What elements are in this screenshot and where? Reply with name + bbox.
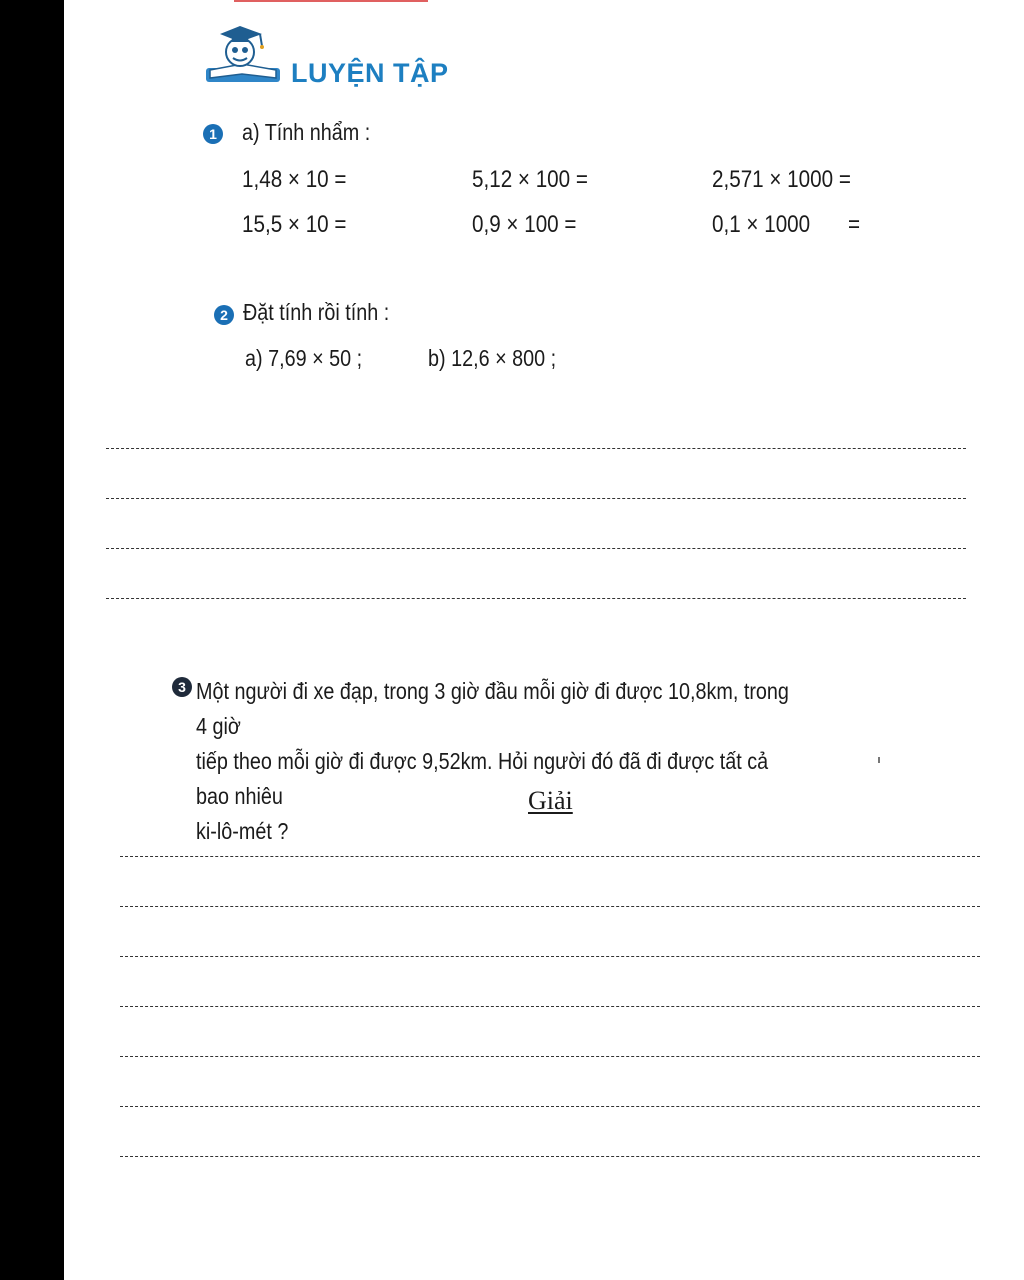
expr-r1-c3: 2,571 × 1000 = bbox=[712, 166, 851, 193]
exercise-1-number: 1 bbox=[203, 124, 223, 144]
expr-r2-c2: 0,9 × 100 = bbox=[472, 211, 577, 238]
exercise-2-part-a: a) 7,69 × 50 ; bbox=[245, 345, 363, 371]
solution-label: Giải bbox=[528, 786, 573, 815]
answer-line bbox=[120, 1156, 980, 1157]
answer-line bbox=[120, 1056, 980, 1057]
worksheet-page bbox=[64, 0, 1024, 1280]
exercise-2-number: 2 bbox=[214, 305, 234, 325]
scan-mark bbox=[878, 757, 880, 763]
section-heading: LUYỆN TẬP bbox=[291, 58, 449, 88]
expr-r1-c1: 1,48 × 10 = bbox=[242, 166, 347, 193]
answer-line bbox=[106, 598, 966, 599]
exercise-3-problem bbox=[196, 674, 798, 849]
answer-line bbox=[120, 906, 980, 907]
expr-r2-c3-equals: = bbox=[848, 211, 861, 238]
answer-line bbox=[120, 1006, 980, 1007]
expr-r2-c1: 15,5 × 10 = bbox=[242, 211, 347, 238]
exercise-3-number: 3 bbox=[172, 677, 192, 697]
mascot-icon bbox=[204, 20, 282, 90]
exercise-1-prompt: a) Tính nhẩm : bbox=[242, 119, 371, 145]
answer-line bbox=[120, 956, 980, 957]
answer-line bbox=[120, 856, 980, 857]
answer-line bbox=[120, 1106, 980, 1107]
exercise-3-line-1: Một người đi xe đạp, trong 3 giờ đầu mỗi giờ đi được 10,8km, trong 4 giờ bbox=[196, 678, 789, 739]
exercise-3-line-3: ki-lô-mét ? bbox=[196, 818, 289, 844]
expr-r1-c2: 5,12 × 100 = bbox=[472, 166, 588, 193]
answer-line bbox=[106, 548, 966, 549]
left-black-border bbox=[0, 0, 64, 1280]
answer-line bbox=[106, 498, 966, 499]
exercise-3-line-2: tiếp theo mỗi giờ đi được 9,52km. Hỏi người đó đã đi được tất cả bao nhiêu bbox=[196, 748, 769, 809]
exercise-2-prompt: Đặt tính rồi tính : bbox=[243, 299, 390, 325]
expr-r2-c3: 0,1 × 1000 bbox=[712, 211, 811, 238]
exercise-2-part-b: b) 12,6 × 800 ; bbox=[428, 345, 557, 371]
answer-line bbox=[106, 448, 966, 449]
